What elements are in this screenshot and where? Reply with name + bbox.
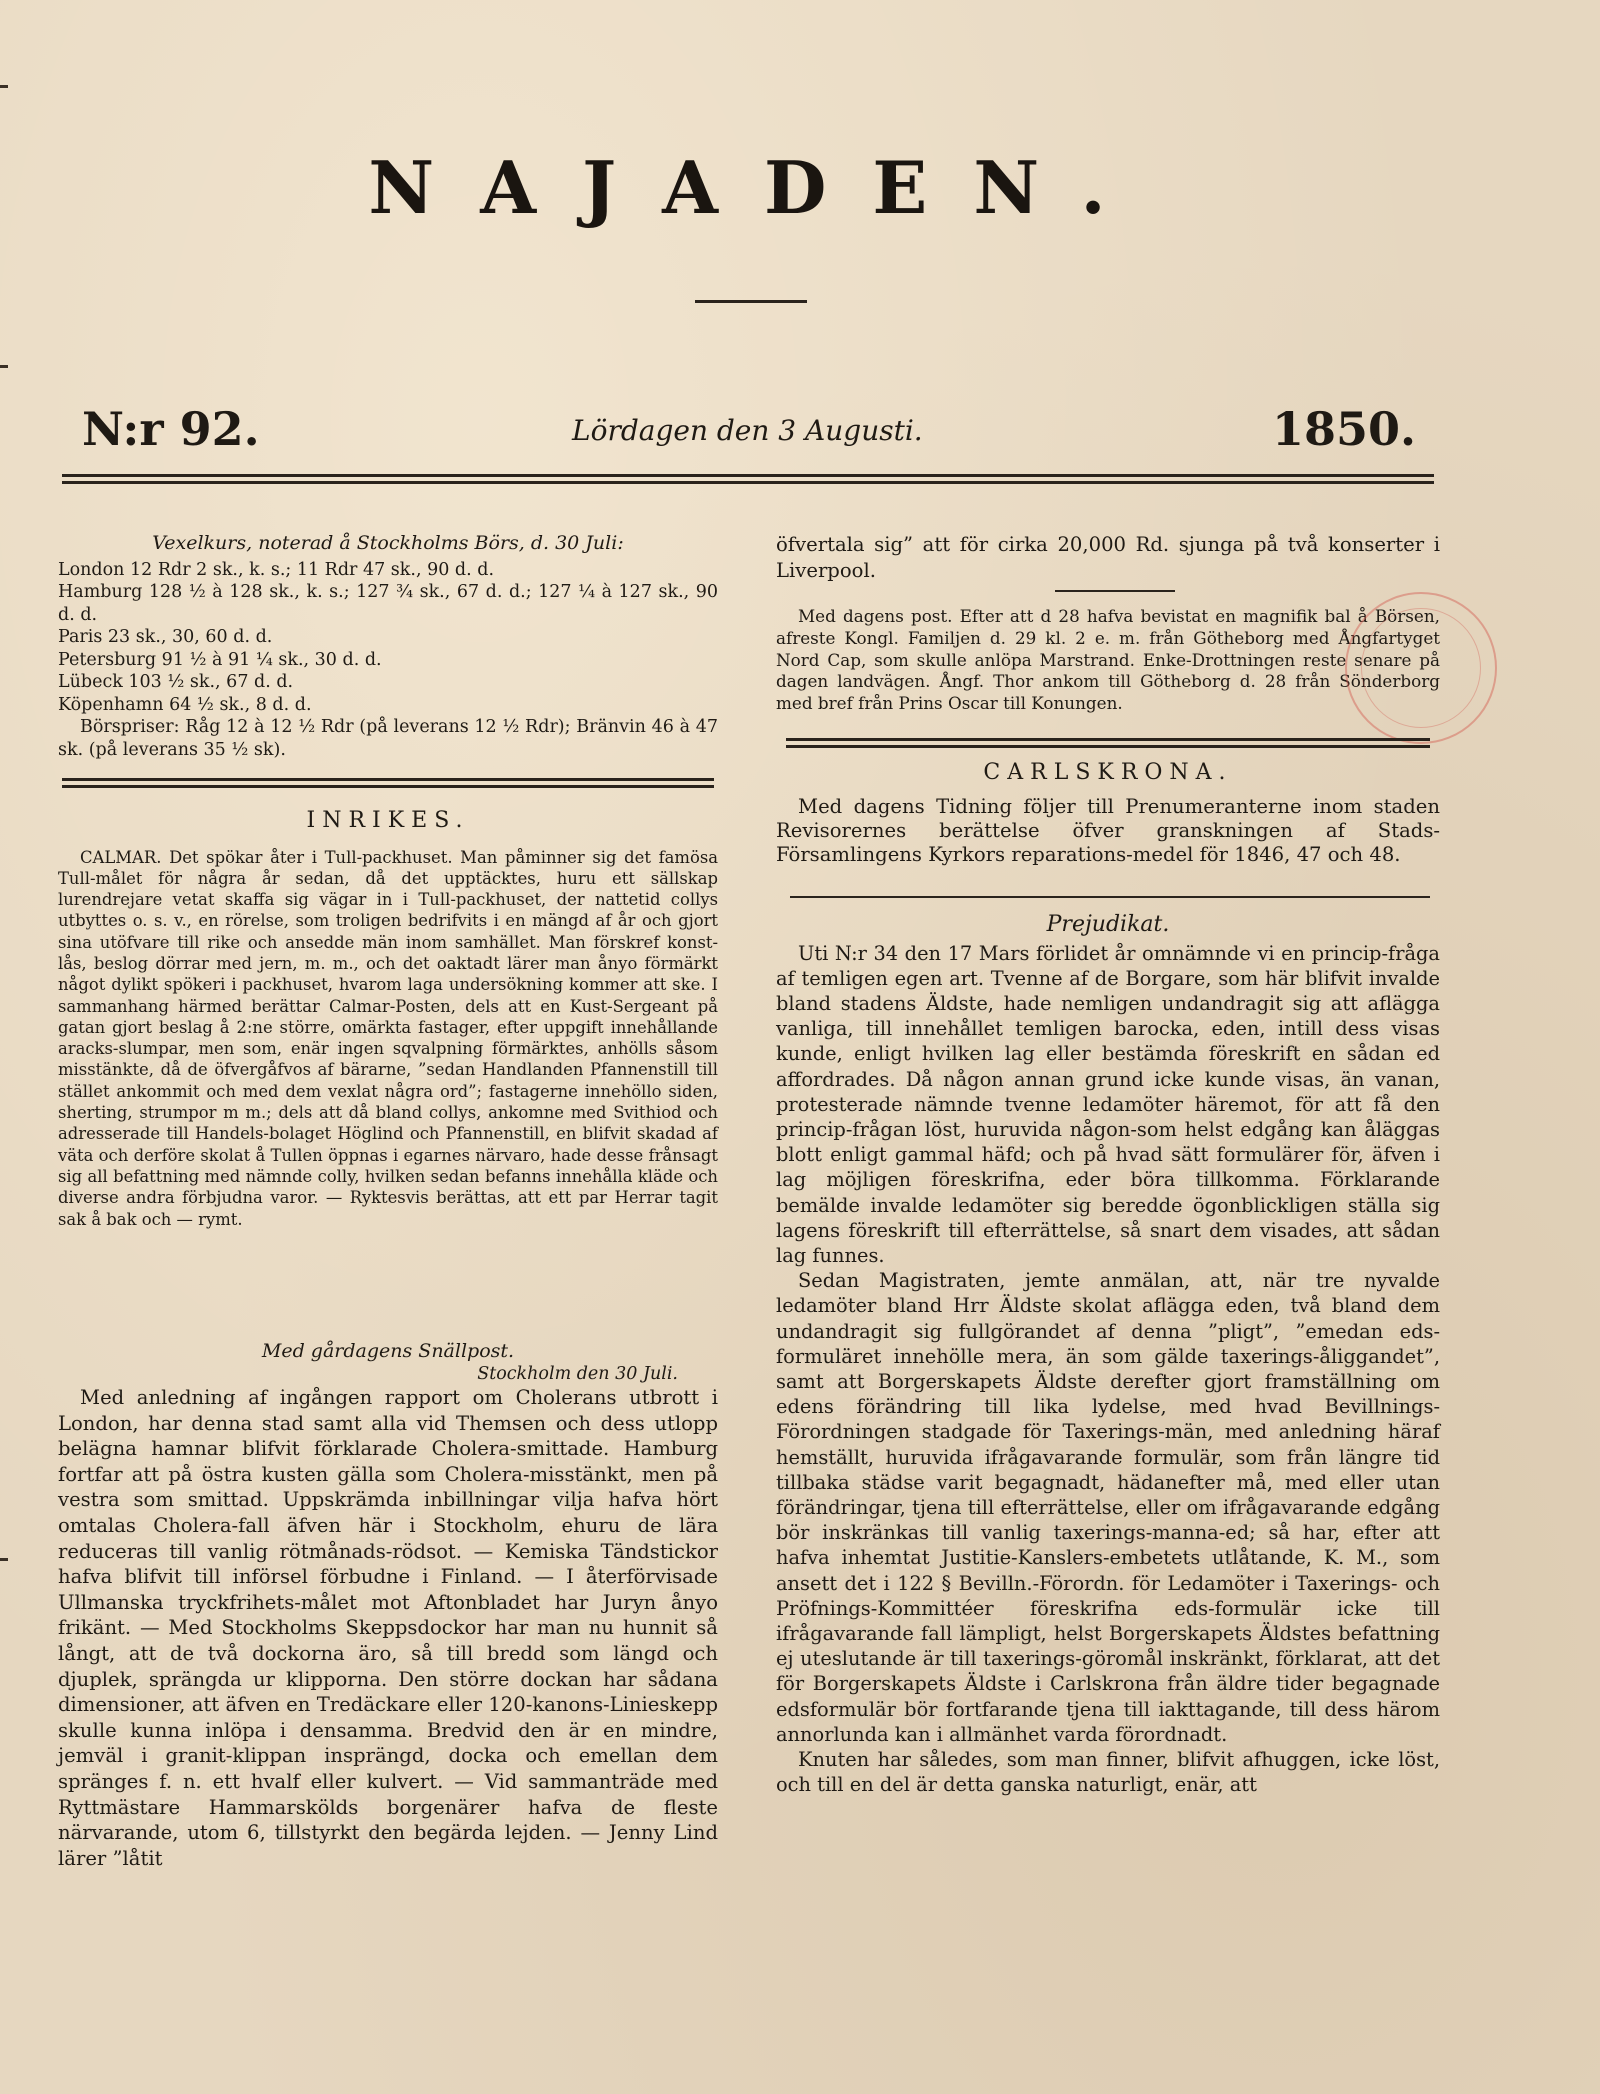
masthead-title: NAJADEN. (368, 145, 1152, 230)
right-section-rule (786, 738, 1430, 748)
prejudikat-heading: Prejudikat. (1046, 912, 1170, 937)
calmar-article: CALMAR. Det spökar åter i Tull-packhuset. Man påminner sig det famösa Tull-målet för några år sedan, då det upptäcktes, huru ett sällskap lurendrejare vetat skaffa sig vägar in i Tull-packhuset, der nattetid collys utbyttes o. s. v., en rörelse, som troligen bedrifvits i en mängd af år och gjort sina utöfvare till rike och ansedde män inom samhället. Man förskref konst-lås, beslog dörrar med jern, m. m., och det oaktadt lärer man ånyo förmärkt något dylikt spökeri i packhuset, hvarom laga undersökning kommer att ske. I sammanhang härmed berättar Calmar-Posten, dels att en Kust-Sergeant på gatan gjort beslag å 2:ne större, omärkta fastager, efter uppgift innehållande aracks-slumpar, men som, enär ingen sqvalpning förmärktes, anhölls såsom misstänkte, då de öfvergåfvos af bärarne, ”sedan Handlanden Pfannenstill till stället ankommit och med dem vexlat några ord”; fastagerne innehöllo siden, sherting, strumpor m m.; dels att då bland collys, ankomne med Svithiod och adresserade till Handels-bolaget Höglind och Pfannenstill, en blifvit skadad af väta och derföre skolat å Tullen öppnas i egarnes närvaro, hade desse frånsagt sig all befattning med nämnde colly, hvilken sedan befanns innehålla kläde och diverse andra förbjudna varor. — Ryktesvis berättas, att ett par Herrar tagit sak å bak och — rymt. (58, 847, 718, 1229)
right-column-post (776, 606, 1440, 715)
exchange-line-petersburg: Petersburg 91 ½ à 91 ¼ sk., 30 d. d. (58, 649, 382, 670)
prejudikat-paragraph-2: Sedan Magistraten, jemte anmälan, att, när tre nyvalde ledamöter bland Hrr Äldste skolat aflägga eden, två bland dem undandragit sig fullgörandet af denna ”pligt”, ”emedan eds-formuläret innehölle mera, än som gälde taxerings-åliggandet”, samt att Borgerskapets Äldste derefter gjort framställning om edens förändring till lika lydelse, med hvad Bevillnings-Förordningen stadgade för Taxerings-män, med anledning häraf hemställt, huruvida ifrågavarande formulär, som från längre tid tillbaka städse varit begagnadt, hädanefter må, med eller utan förändringar, tjena till efterrättelse, eller om ifrågavarande edgång bör inskränkas till vanlig taxerings-manna-ed; så har, efter att hafva inhemtat Justitie-Kanslers-embetets utlåtande, K. M., som ansett det i 122 § Bevilln.-Förordn. för Ledamöter i Taxerings- och Pröfnings-Kommittéer föreskrifna eds-formulär icke till ifrågavarande fall lämpligt, helst Borgerskapets Äldstes befattning ej uteslutande är till taxerings-göromål inskränkt, förklarat, att det för Borgerskapets Äldste i Carlskrona från äldre tider begagnade edsformulär bör fortfarande tjena till iakttagande, till dess härom annorlunda kan i allmänhet varda förordnadt. (776, 1269, 1440, 1746)
page-edge-mark (0, 1558, 8, 1561)
exchange-line-london: London 12 Rdr 2 sk., k. s.; 11 Rdr 47 sk., 90 d. d. (58, 559, 495, 580)
exchange-line-paris: Paris 23 sk., 30, 60 d. d. (58, 627, 273, 647)
carlskrona-rule (790, 896, 1430, 898)
left-column (58, 532, 718, 761)
liverpool-continuation: öfvertala sig” att för cirka 20,000 Rd. sjunga på två konserter i Liverpool. (776, 533, 1440, 582)
issue-date: Lördagen den 3 Augusti. (572, 414, 923, 447)
right-short-rule (1055, 590, 1175, 592)
right-column-prejudikat (776, 914, 1440, 1797)
left-column-snallpost (58, 1340, 718, 1871)
exchange-line-kopenhamn: Köpenhamn 64 ½ sk., 8 d. d. (58, 694, 312, 715)
prejudikat-paragraph-3: Knuten har således, som man finner, blifvit afhuggen, icke löst, och till en del är detta ganska naturligt, enär, att (776, 1748, 1440, 1797)
left-section-rule (62, 778, 714, 788)
page-edge-mark (0, 365, 8, 368)
prejudikat-paragraph-1: Uti N:r 34 den 17 Mars förlidet år omnämnde vi en princip-fråga af temligen egen art. Tvenne af de Borgare, som här blifvit invalde bland stadens Äldste, hade nemligen undandragit sig att aflägga vanliga, till innehållet temligen barocka, eden, intill dess visas kunde, enligt hvilken lag eller bestämda föreskrift en sådan ed affordrades. Då någon annan grund icke kunde visas, än vanan, protesterade nämnde tvenne ledamöter häremot, för att få den princip-frågan löst, huruvida någon-som helst edgång kan åläggas blott enligt gammal häfd; och på hvad sätt formulärer för, äfven i lag möjligen föreskrifna, eder böra tillkomma. Förklarande bemälde invalde ledamöter sig beredde ögonblickligen ställa sig lagens föreskrift till efterrättelse, så snart dem visades, att sådan lag funnes. (776, 941, 1440, 1267)
masthead-rule (695, 300, 807, 303)
left-column-inrikes (58, 810, 718, 1230)
page-edge-mark (0, 85, 8, 88)
borspriser-text: Börspriser: Råg 12 à 12 ½ Rdr (på leverans 12 ½ Rdr); Bränvin 46 à 47 sk. (på leverans 35 ½ sk). (58, 717, 718, 760)
right-column-carlskrona (776, 762, 1440, 867)
library-stamp (1345, 592, 1497, 744)
inrikes-heading: INRIKES. (306, 808, 470, 833)
snallpost-dateline: Stockholm den 30 Juli. (477, 1363, 678, 1384)
snallpost-heading: Med gårdagens Snällpost. (261, 1340, 515, 1362)
carlskrona-heading: CARLSKRONA. (983, 760, 1233, 785)
carlskrona-notice: Med dagens Tidning följer till Prenumeranterne inom staden Revisorernes berättelse öfver granskningen af Stads-Församlingens Kyrkors reparations-medel för 1846, 47 och 48. (776, 794, 1440, 866)
snallpost-article: Med anledning af ingången rapport om Cholerans utbrott i London, har denna stad samt alla vid Themsen och dess utlopp belägna hamnar blifvit förklarade Cholera-smittade. Hamburg fortfar att på östra kusten gälla som Cholera-misstänkt, men på vestra som smittad. Uppskrämda inbillningar vilja hafva hört omtalas Cholera-fall äfven här i Stockholm, ehuru de lära reduceras till vanlig rötmånads-rödsot. — Kemiska Tändstickor hafva blifvit till införsel förbudne i Finland. — I återförvisade Ullmanska tryckfrihets-målet mot Aftonbladet har Juryn ånyo frikänt. — Med Stockholms Skeppsdockor har man nu hunnit så långt, att de två dockorna äro, så till bredd som längd och djuplek, sprängda ur klipporna. Den större dockan har sådana dimensioner, att äfven en Tredäckare eller 120-kanons-Linieskepp skulle kunna inlöpa i densamma. Bredvid den är en mindre, jemväl i granit-klippan insprängd, docka och emellan dem spränges f. n. ett hvalf eller kulvert. — Vid sammanträde med Ryttmästare Hammarskölds borgenärer hafva de fleste närvarande, utom 6, tillstyrkt den begärda lejden. — Jenny Lind lärer ”låtit (58, 1386, 718, 1870)
issue-line (82, 402, 1416, 462)
issue-number: N:r 92. (82, 402, 260, 456)
dagens-post-article: Med dagens post. Efter att d 28 hafva bevistat en magnifik bal å Börsen, afreste Kongl. Familjen d. 29 kl. 2 e. m. från Götheborg med Ångfartyget Nord Cap, som skulle anlöpa Marstrand. Enke-Drottningen reste senare på dagen landvägen. Ångf. Thor ankom till Götheborg d. 28 från Sönderborg med bref från Prins Oscar till Konungen. (776, 606, 1440, 714)
header-double-rule (62, 474, 1434, 484)
exchange-line-hamburg: Hamburg 128 ½ à 128 sk., k. s.; 127 ¾ sk., 67 d. d.; 127 ¼ à 127 sk., 90 d. d. (58, 582, 718, 625)
right-column-top (776, 532, 1440, 583)
exchange-title: Vexelkurs, noterad å Stockholms Börs, d. 30 Juli: (152, 532, 624, 554)
exchange-line-lubeck: Lübeck 103 ½ sk., 67 d. d. (58, 672, 294, 692)
issue-year: 1850. (1271, 402, 1416, 456)
